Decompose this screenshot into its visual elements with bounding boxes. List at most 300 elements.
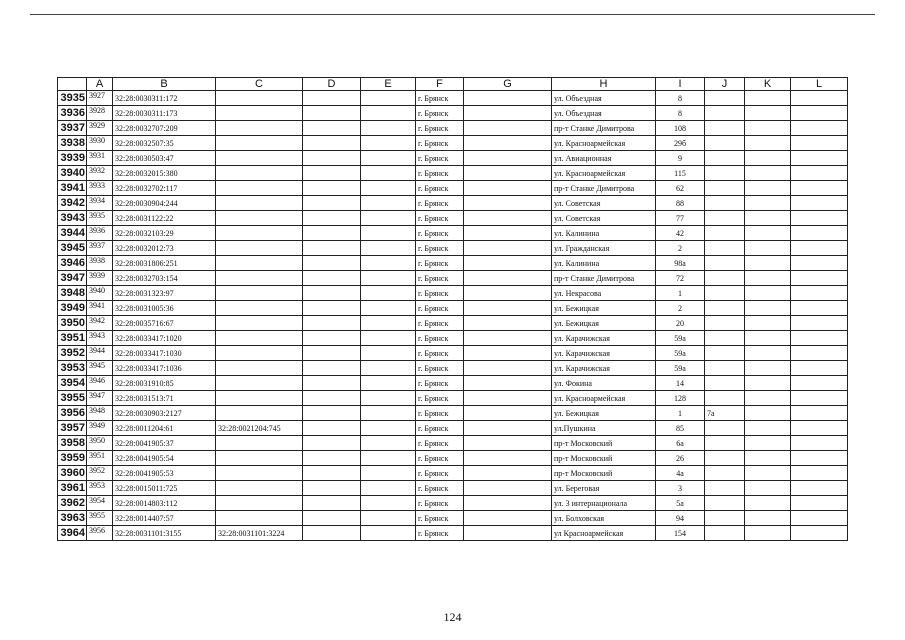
cell-f[interactable]: г. Брянск [416,421,464,436]
cell-j[interactable] [705,136,745,151]
cell-l[interactable] [791,376,848,391]
cell-k[interactable] [745,136,791,151]
cell-k[interactable] [745,496,791,511]
cell-d[interactable] [303,106,361,121]
cell-e[interactable] [361,271,416,286]
cell-k[interactable] [745,91,791,106]
cell-c[interactable] [216,436,303,451]
cell-a[interactable]: 3934 [87,196,113,211]
cell-l[interactable] [791,346,848,361]
cell-c[interactable] [216,211,303,226]
cell-j[interactable] [705,151,745,166]
cell-d[interactable] [303,316,361,331]
cell-k[interactable] [745,406,791,421]
cell-k[interactable] [745,391,791,406]
cell-k[interactable] [745,181,791,196]
row-number-cell[interactable]: 3957 [58,421,87,436]
cell-f[interactable]: г. Брянск [416,286,464,301]
cell-g[interactable] [464,211,552,226]
row-number-cell[interactable]: 3953 [58,361,87,376]
cell-a[interactable]: 3938 [87,256,113,271]
cell-e[interactable] [361,331,416,346]
cell-d[interactable] [303,181,361,196]
cell-b[interactable]: 32:28:0014803:112 [113,496,216,511]
cell-a[interactable]: 3937 [87,241,113,256]
cell-h[interactable]: ул. Советская [552,196,656,211]
cell-b[interactable]: 32:28:0015011:725 [113,481,216,496]
cell-g[interactable] [464,481,552,496]
cell-c[interactable]: 32:28:0031101:3224 [216,526,303,541]
cell-h[interactable]: ул. 3 интернационала [552,496,656,511]
cell-c[interactable] [216,196,303,211]
cell-e[interactable] [361,106,416,121]
cell-j[interactable] [705,451,745,466]
cell-g[interactable] [464,316,552,331]
cell-b[interactable]: 32:28:0032703:154 [113,271,216,286]
cell-c[interactable] [216,316,303,331]
cell-l[interactable] [791,481,848,496]
cell-f[interactable]: г. Брянск [416,511,464,526]
cell-b[interactable]: 32:28:0041905:54 [113,451,216,466]
cell-a[interactable]: 3953 [87,481,113,496]
cell-k[interactable] [745,211,791,226]
row-number-cell[interactable]: 3948 [58,286,87,301]
cell-i[interactable]: 2 [656,241,705,256]
cell-c[interactable] [216,466,303,481]
cell-j[interactable] [705,256,745,271]
cell-i[interactable]: 85 [656,421,705,436]
cell-b[interactable]: 32:28:0030904:244 [113,196,216,211]
cell-c[interactable] [216,346,303,361]
cell-d[interactable] [303,376,361,391]
cell-l[interactable] [791,136,848,151]
cell-h[interactable]: ул. Бежицкая [552,316,656,331]
cell-j[interactable] [705,466,745,481]
cell-l[interactable] [791,166,848,181]
cell-a[interactable]: 3946 [87,376,113,391]
cell-g[interactable] [464,286,552,301]
cell-e[interactable] [361,256,416,271]
cell-j[interactable] [705,331,745,346]
cell-f[interactable]: г. Брянск [416,376,464,391]
cell-j[interactable] [705,121,745,136]
cell-k[interactable] [745,466,791,481]
row-number-cell[interactable]: 3945 [58,241,87,256]
cell-i[interactable]: 9 [656,151,705,166]
cell-k[interactable] [745,481,791,496]
cell-g[interactable] [464,451,552,466]
cell-k[interactable] [745,271,791,286]
cell-g[interactable] [464,421,552,436]
cell-e[interactable] [361,181,416,196]
cell-i[interactable]: 59а [656,331,705,346]
cell-e[interactable] [361,421,416,436]
cell-i[interactable]: 3 [656,481,705,496]
row-number-cell[interactable]: 3952 [58,346,87,361]
cell-b[interactable]: 32:28:0033417:1036 [113,361,216,376]
cell-b[interactable]: 32:28:0030503:47 [113,151,216,166]
row-number-cell[interactable]: 3958 [58,436,87,451]
cell-c[interactable] [216,496,303,511]
cell-c[interactable] [216,121,303,136]
cell-d[interactable] [303,346,361,361]
cell-k[interactable] [745,256,791,271]
cell-k[interactable] [745,286,791,301]
cell-a[interactable]: 3945 [87,361,113,376]
cell-f[interactable]: г. Брянск [416,121,464,136]
cell-c[interactable] [216,451,303,466]
row-number-cell[interactable]: 3939 [58,151,87,166]
cell-i[interactable]: 88 [656,196,705,211]
cell-f[interactable]: г. Брянск [416,346,464,361]
cell-g[interactable] [464,436,552,451]
cell-d[interactable] [303,481,361,496]
cell-d[interactable] [303,256,361,271]
cell-j[interactable] [705,526,745,541]
cell-b[interactable]: 32:28:0032702:117 [113,181,216,196]
cell-l[interactable] [791,361,848,376]
cell-a[interactable]: 3940 [87,286,113,301]
cell-h[interactable]: ул. Бежицкая [552,301,656,316]
cell-e[interactable] [361,346,416,361]
cell-h[interactable]: ул. Красноармейская [552,391,656,406]
cell-k[interactable] [745,526,791,541]
cell-f[interactable]: г. Брянск [416,436,464,451]
row-number-cell[interactable]: 3960 [58,466,87,481]
cell-h[interactable]: ул. Объездная [552,91,656,106]
cell-a[interactable]: 3930 [87,136,113,151]
cell-b[interactable]: 32:28:0032707:209 [113,121,216,136]
cell-e[interactable] [361,466,416,481]
cell-a[interactable]: 3942 [87,316,113,331]
cell-c[interactable] [216,391,303,406]
column-header[interactable]: J [705,78,745,91]
cell-c[interactable] [216,376,303,391]
cell-d[interactable] [303,241,361,256]
cell-k[interactable] [745,361,791,376]
cell-a[interactable]: 3935 [87,211,113,226]
column-header[interactable]: I [656,78,705,91]
cell-f[interactable]: г. Брянск [416,451,464,466]
cell-g[interactable] [464,511,552,526]
row-number-cell[interactable]: 3947 [58,271,87,286]
cell-k[interactable] [745,121,791,136]
cell-i[interactable]: 72 [656,271,705,286]
cell-j[interactable] [705,346,745,361]
cell-e[interactable] [361,481,416,496]
cell-f[interactable]: г. Брянск [416,481,464,496]
cell-h[interactable]: ул Красноармейская [552,526,656,541]
cell-i[interactable]: 4а [656,466,705,481]
cell-b[interactable]: 32:28:0031323:97 [113,286,216,301]
cell-b[interactable]: 32:28:0032012:73 [113,241,216,256]
row-number-cell[interactable]: 3943 [58,211,87,226]
cell-i[interactable]: 98а [656,256,705,271]
cell-e[interactable] [361,226,416,241]
cell-c[interactable] [216,256,303,271]
cell-f[interactable]: г. Брянск [416,211,464,226]
cell-h[interactable]: ул. Калинина [552,256,656,271]
cell-k[interactable] [745,376,791,391]
cell-j[interactable] [705,166,745,181]
cell-g[interactable] [464,121,552,136]
cell-e[interactable] [361,301,416,316]
cell-l[interactable] [791,241,848,256]
cell-f[interactable]: г. Брянск [416,301,464,316]
cell-e[interactable] [361,406,416,421]
cell-f[interactable]: г. Брянск [416,136,464,151]
cell-k[interactable] [745,301,791,316]
cell-l[interactable] [791,436,848,451]
cell-c[interactable] [216,361,303,376]
cell-g[interactable] [464,301,552,316]
cell-g[interactable] [464,331,552,346]
cell-d[interactable] [303,421,361,436]
cell-l[interactable] [791,211,848,226]
cell-k[interactable] [745,151,791,166]
cell-i[interactable]: 8 [656,106,705,121]
cell-b[interactable]: 32:28:0011204:61 [113,421,216,436]
cell-a[interactable]: 3936 [87,226,113,241]
cell-d[interactable] [303,406,361,421]
column-header[interactable]: K [745,78,791,91]
cell-d[interactable] [303,451,361,466]
cell-g[interactable] [464,181,552,196]
cell-h[interactable]: пр-т Станке Димитрова [552,181,656,196]
cell-j[interactable] [705,496,745,511]
cell-c[interactable] [216,181,303,196]
cell-i[interactable]: 5а [656,496,705,511]
cell-i[interactable]: 128 [656,391,705,406]
cell-h[interactable]: ул.Пушкина [552,421,656,436]
row-number-cell[interactable]: 3959 [58,451,87,466]
cell-f[interactable]: г. Брянск [416,466,464,481]
cell-g[interactable] [464,526,552,541]
cell-g[interactable] [464,91,552,106]
cell-f[interactable]: г. Брянск [416,271,464,286]
cell-e[interactable] [361,316,416,331]
cell-f[interactable]: г. Брянск [416,181,464,196]
cell-b[interactable]: 32:28:0031122:22 [113,211,216,226]
cell-i[interactable]: 59а [656,361,705,376]
cell-a[interactable]: 3955 [87,511,113,526]
row-number-cell[interactable]: 3951 [58,331,87,346]
cell-c[interactable] [216,406,303,421]
cell-l[interactable] [791,181,848,196]
cell-b[interactable]: 32:28:0030311:172 [113,91,216,106]
cell-g[interactable] [464,496,552,511]
cell-c[interactable] [216,331,303,346]
cell-d[interactable] [303,271,361,286]
row-number-cell[interactable]: 3944 [58,226,87,241]
cell-e[interactable] [361,196,416,211]
cell-j[interactable] [705,391,745,406]
cell-i[interactable]: 115 [656,166,705,181]
cell-h[interactable]: ул. Бежицкая [552,406,656,421]
cell-h[interactable]: ул. Береговая [552,481,656,496]
cell-a[interactable]: 3933 [87,181,113,196]
cell-c[interactable] [216,151,303,166]
row-number-cell[interactable]: 3949 [58,301,87,316]
row-number-cell[interactable]: 3955 [58,391,87,406]
cell-i[interactable]: 2 [656,301,705,316]
cell-c[interactable] [216,226,303,241]
cell-h[interactable]: ул. Карачижская [552,331,656,346]
cell-c[interactable] [216,166,303,181]
cell-i[interactable]: 1 [656,286,705,301]
cell-g[interactable] [464,241,552,256]
cell-d[interactable] [303,361,361,376]
row-number-cell[interactable]: 3950 [58,316,87,331]
cell-h[interactable]: ул. Карачижская [552,361,656,376]
cell-e[interactable] [361,436,416,451]
cell-d[interactable] [303,136,361,151]
cell-l[interactable] [791,121,848,136]
cell-b[interactable]: 32:28:0041905:53 [113,466,216,481]
cell-l[interactable] [791,301,848,316]
cell-k[interactable] [745,241,791,256]
cell-e[interactable] [361,391,416,406]
cell-i[interactable]: 14 [656,376,705,391]
cell-l[interactable] [791,106,848,121]
cell-k[interactable] [745,226,791,241]
cell-g[interactable] [464,151,552,166]
cell-i[interactable]: 62 [656,181,705,196]
cell-d[interactable] [303,91,361,106]
cell-e[interactable] [361,376,416,391]
cell-k[interactable] [745,451,791,466]
cell-l[interactable] [791,496,848,511]
cell-h[interactable]: ул. Советская [552,211,656,226]
cell-j[interactable] [705,511,745,526]
cell-b[interactable]: 32:28:0030311:173 [113,106,216,121]
cell-b[interactable]: 32:28:0032015:380 [113,166,216,181]
cell-i[interactable]: 6а [656,436,705,451]
cell-d[interactable] [303,466,361,481]
cell-l[interactable] [791,421,848,436]
cell-l[interactable] [791,406,848,421]
cell-f[interactable]: г. Брянск [416,361,464,376]
cell-i[interactable]: 77 [656,211,705,226]
cell-h[interactable]: ул. Фокина [552,376,656,391]
cell-d[interactable] [303,436,361,451]
cell-d[interactable] [303,196,361,211]
cell-g[interactable] [464,466,552,481]
cell-j[interactable] [705,226,745,241]
cell-e[interactable] [361,91,416,106]
cell-l[interactable] [791,151,848,166]
cell-c[interactable] [216,136,303,151]
cell-l[interactable] [791,286,848,301]
cell-e[interactable] [361,151,416,166]
row-number-cell[interactable]: 3964 [58,526,87,541]
cell-h[interactable]: ул. Болховская [552,511,656,526]
cell-b[interactable]: 32:28:0031806:251 [113,256,216,271]
cell-i[interactable]: 29б [656,136,705,151]
cell-c[interactable] [216,481,303,496]
column-header[interactable]: A [87,78,113,91]
cell-c[interactable]: 32:28:0021204:745 [216,421,303,436]
cell-b[interactable]: 32:28:0032103:29 [113,226,216,241]
column-header[interactable]: G [464,78,552,91]
row-number-cell[interactable]: 3962 [58,496,87,511]
cell-h[interactable]: ул. Калинина [552,226,656,241]
cell-l[interactable] [791,466,848,481]
cell-g[interactable] [464,136,552,151]
cell-l[interactable] [791,91,848,106]
cell-j[interactable] [705,376,745,391]
cell-g[interactable] [464,406,552,421]
row-number-cell[interactable]: 3963 [58,511,87,526]
cell-b[interactable]: 32:28:0035716:67 [113,316,216,331]
column-header[interactable]: F [416,78,464,91]
cell-d[interactable] [303,166,361,181]
cell-i[interactable]: 94 [656,511,705,526]
cell-f[interactable]: г. Брянск [416,196,464,211]
cell-g[interactable] [464,256,552,271]
row-number-cell[interactable]: 3956 [58,406,87,421]
cell-d[interactable] [303,211,361,226]
cell-h[interactable]: пр-т Московский [552,466,656,481]
cell-f[interactable]: г. Брянск [416,241,464,256]
row-number-cell[interactable]: 3942 [58,196,87,211]
cell-a[interactable]: 3932 [87,166,113,181]
cell-l[interactable] [791,331,848,346]
column-header[interactable]: E [361,78,416,91]
cell-c[interactable] [216,91,303,106]
cell-j[interactable] [705,421,745,436]
row-number-cell[interactable]: 3935 [58,91,87,106]
column-header[interactable]: L [791,78,848,91]
cell-f[interactable]: г. Брянск [416,331,464,346]
cell-d[interactable] [303,301,361,316]
row-number-cell[interactable]: 3937 [58,121,87,136]
cell-a[interactable]: 3950 [87,436,113,451]
cell-e[interactable] [361,136,416,151]
cell-h[interactable]: пр-т Станке Димитрова [552,271,656,286]
cell-g[interactable] [464,391,552,406]
column-header[interactable]: D [303,78,361,91]
cell-g[interactable] [464,226,552,241]
cell-a[interactable]: 3929 [87,121,113,136]
cell-a[interactable]: 3931 [87,151,113,166]
cell-h[interactable]: пр-т Московский [552,451,656,466]
cell-i[interactable]: 42 [656,226,705,241]
cell-h[interactable]: пр-т Московский [552,436,656,451]
cell-a[interactable]: 3943 [87,331,113,346]
cell-l[interactable] [791,271,848,286]
cell-f[interactable]: г. Брянск [416,151,464,166]
column-header[interactable]: C [216,78,303,91]
cell-b[interactable]: 32:28:0032507:35 [113,136,216,151]
cell-l[interactable] [791,316,848,331]
cell-h[interactable]: пр-т Станке Димитрова [552,121,656,136]
cell-i[interactable]: 108 [656,121,705,136]
column-header[interactable]: H [552,78,656,91]
row-number-cell[interactable]: 3940 [58,166,87,181]
cell-k[interactable] [745,316,791,331]
row-number-cell[interactable]: 3941 [58,181,87,196]
cell-a[interactable]: 3951 [87,451,113,466]
cell-c[interactable] [216,286,303,301]
cell-f[interactable]: г. Брянск [416,256,464,271]
cell-k[interactable] [745,106,791,121]
cell-h[interactable]: ул. Объездная [552,106,656,121]
cell-g[interactable] [464,106,552,121]
cell-f[interactable]: г. Брянск [416,166,464,181]
cell-f[interactable]: г. Брянск [416,226,464,241]
cell-k[interactable] [745,196,791,211]
